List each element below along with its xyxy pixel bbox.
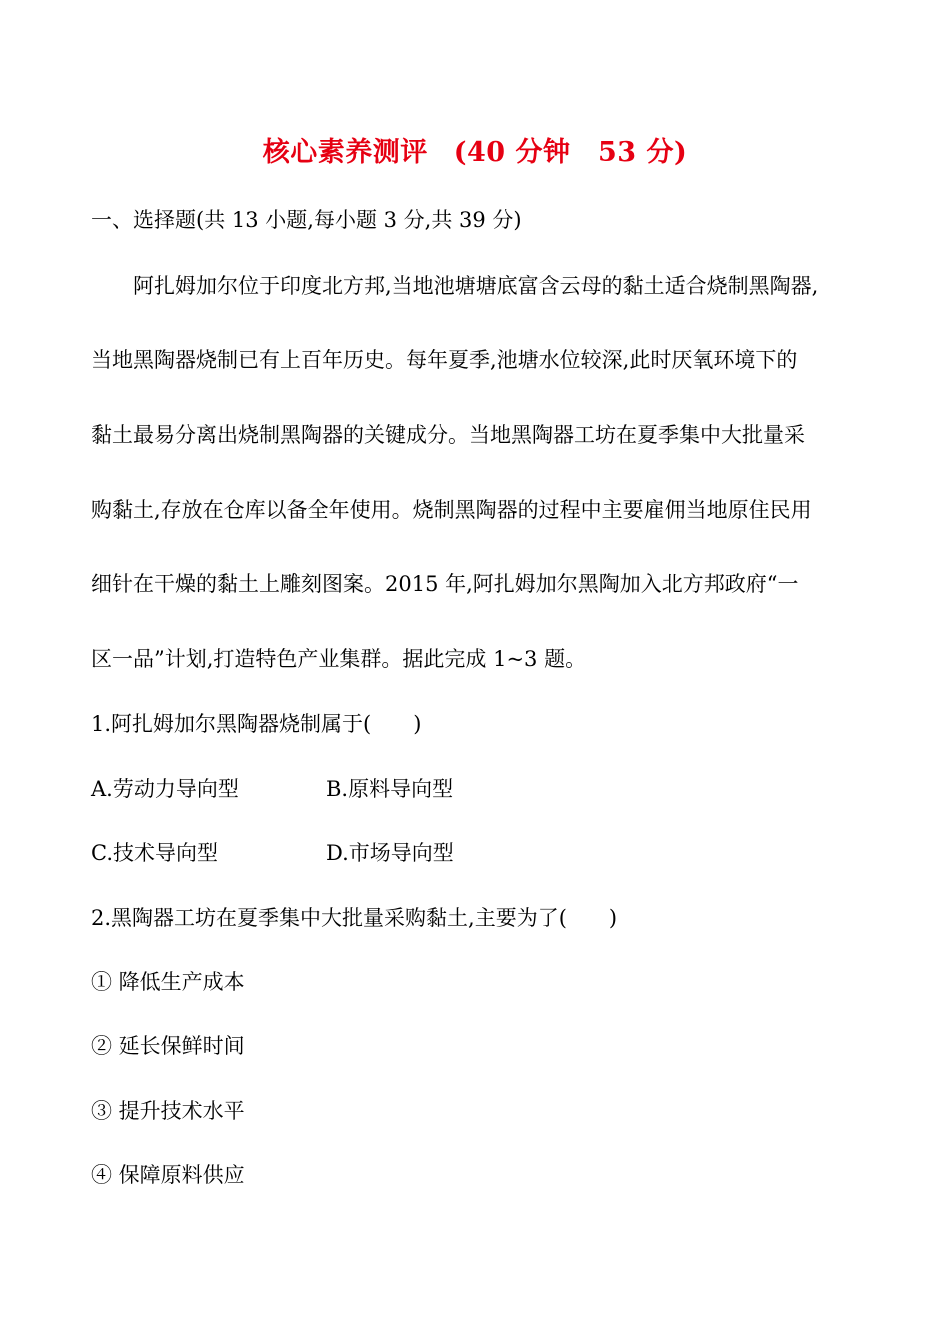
question-1-option-b: B.原料导向型 (326, 777, 454, 801)
section-heading: 一、选择题(共 13 小题,每小题 3 分,共 39 分) (91, 208, 522, 232)
passage-line: 细针在干燥的黏土上雕刻图案。2015 年,阿扎姆加尔黑陶加入北方邦政府“一 (91, 572, 799, 596)
passage-line: 购黏土,存放在仓库以备全年使用。烧制黑陶器的过程中主要雇佣当地原住民用 (91, 498, 812, 522)
question-2-item: ② 延长保鲜时间 (91, 1034, 245, 1058)
question-1-option-c: C.技术导向型 (91, 841, 218, 865)
question-1-stem: 1.阿扎姆加尔黑陶器烧制属于( ) (91, 712, 422, 736)
passage-line: 当地黑陶器烧制已有上百年历史。每年夏季,池塘水位较深,此时厌氧环境下的 (91, 348, 798, 372)
question-2-item: ③ 提升技术水平 (91, 1099, 245, 1123)
title-main: 核心素养测评 (262, 137, 428, 168)
question-2-item: ④ 保障原料供应 (91, 1163, 245, 1187)
question-2-item: ① 降低生产成本 (91, 970, 245, 994)
page-title (0, 130, 950, 169)
question-2-stem: 2.黑陶器工坊在夏季集中大批量采购黏土,主要为了( ) (91, 906, 618, 930)
question-1-option-a: A.劳动力导向型 (91, 777, 239, 801)
passage-line: 阿扎姆加尔位于印度北方邦,当地池塘塘底富含云母的黏土适合烧制黑陶器, (91, 274, 819, 298)
passage-line: 黏土最易分离出烧制黑陶器的关键成分。当地黑陶器工坊在夏季集中大批量采 (91, 423, 805, 447)
question-1-option-d: D.市场导向型 (326, 841, 454, 865)
title-meta: (40 分钟 53 分) (453, 137, 688, 168)
passage-line: 区一品”计划,打造特色产业集群。据此完成 1~3 题。 (91, 647, 587, 671)
